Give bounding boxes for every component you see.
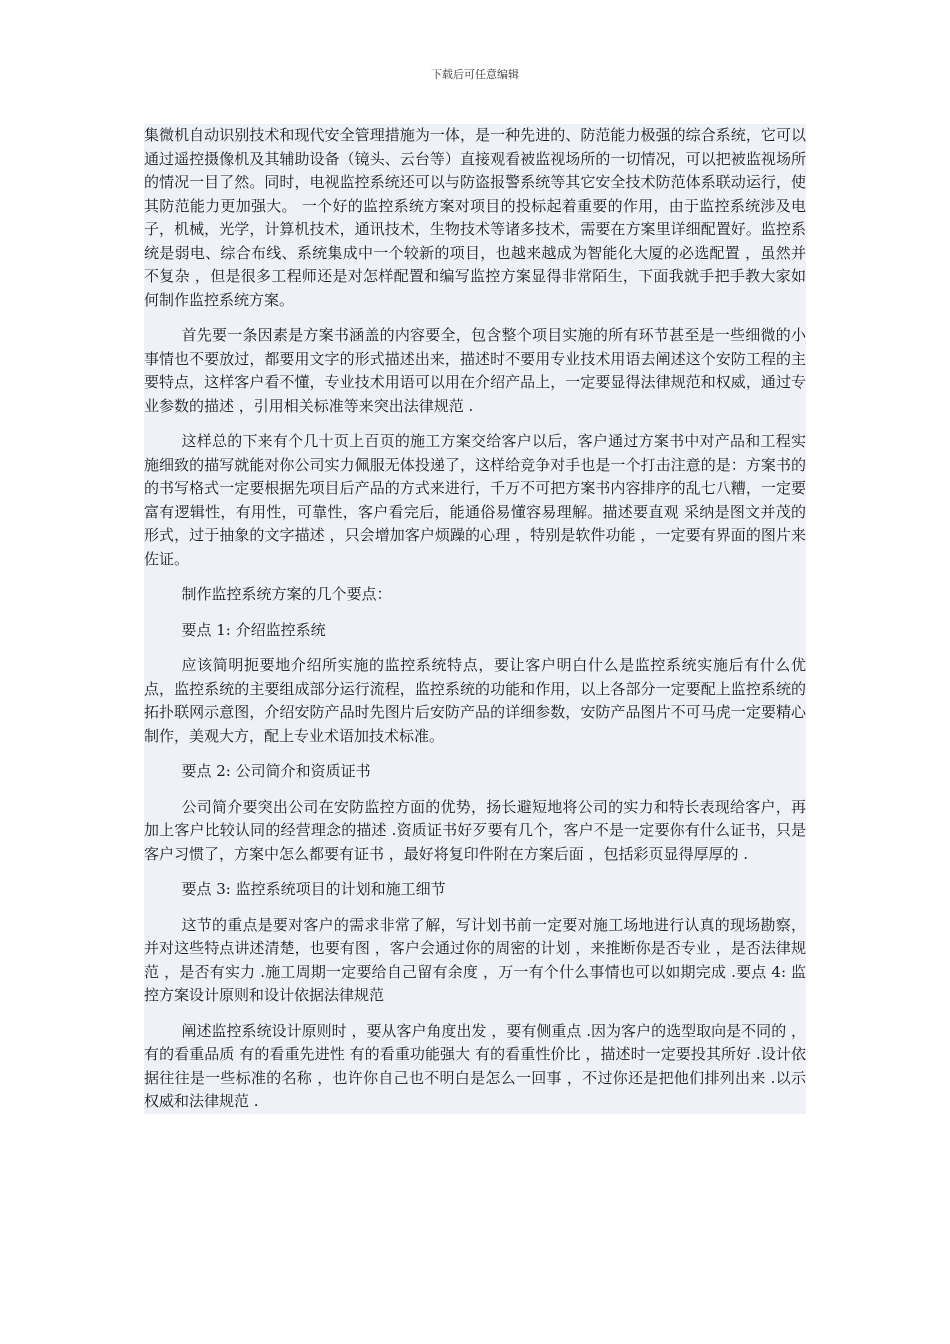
paragraph-intro: 集微机自动识别技术和现代安全管理措施为一体，是一种先进的、防范能力极强的综合系统，它可以通过遥控摄像机及其辅助设备（镜头、云台等）直接观看被监视场所的一切情况，可以把被监视场所的情况一目了然。同时，电视监控系统还可以与防盗报警系统等其它安全技术防范体系联动运行，使其防范能力更加强大。 一个好的监控系统方案对项目的投标起着重要的作用，由于监控系统涉及电子，机械，光学，计算机技术，通讯技术，生物技术等诸多技术，需要在方案里详细配置好。监控系统是弱电、综合布线、系统集成中一个较新的项目，也越来越成为智能化大厦的必选配置 ，虽然并不复杂 ，但是很多工程师还是对怎样配置和编写监控方案显得非常陌生，下面我就手把手教大家如何制作监控系统方案。 — [144, 126, 806, 309]
section-heading-key-points: 制作监控系统方案的几个要点： — [181, 585, 392, 603]
point-3-heading: 要点 3: 监控系统项目的计划和施工细节 — [181, 880, 446, 898]
point-3-body: 这节的重点是要对客户的需求非常了解，写计划书前一定要对施工场地进行认真的现场勘察，并对这些特点讲述清楚，也要有图 ，客户会通过你的周密的计划 ，来推断你是否专业 ，是否法律规范 ，是否有实力 .施工周期一定要给自己留有余度 ，万一有个什么事情也可以如期完成 .要点 4: 监控方案设计原则和设计依据法律规范 — [144, 915, 806, 1004]
point-2-heading: 要点 2: 公司简介和资质证书 — [181, 762, 371, 780]
point-1-heading: 要点 1: 介绍监控系统 — [181, 620, 326, 639]
document-body — [144, 124, 806, 1114]
paragraph-format: 这样总的下来有个几十页上百页的施工方案交给客户以后，客户通过方案书中对产品和工程实施细致的描写就能对你公司实力佩服无体投递了，这样给竞争对手也是一个打击注意的是：方案书的的书写格式一定要根据先项目后产品的方式来进行，千万不可把方案书内容排序的乱七八糟，一定要富有逻辑性，有用性，可靠性，客户看完后，能通俗易懂容易理解。描述要直观 采纳是图文并茂的形式，过于抽象的文字描述 ，只会增加客户烦躁的心理 ，特别是软件功能 ，一定要有界面的图片来佐证。 — [144, 432, 806, 568]
point-1-body: 应该简明扼要地介绍所实施的监控系统特点，要让客户明白什么是监控系统实施后有什么优点，监控系统的主要组成部分运行流程，监控系统的功能和作用，以上各部分一定要配上监控系统的拓扑联网示意图，介绍安防产品时先图片后安防产品的详细参数，安防产品图片不可马虎一定要精心制作，美观大方，配上专业术语加技术标准。 — [144, 656, 806, 745]
page-header: 下载后可任意编辑 — [431, 68, 519, 81]
point-2-body: 公司简介要突出公司在安防监控方面的优势，扬长避短地将公司的实力和特长表现给客户，再加上客户比较认同的经营理念的描述 .资质证书好歹要有几个，客户不是一定要你有什么证书，只是客户习惯了，方案中怎么都要有证书 ，最好将复印件附在方案后面 ，包括彩页显得厚厚的 . — [144, 797, 806, 863]
point-4-body: 阐述监控系统设计原则时 ，要从客户角度出发 ，要有侧重点 .因为客户的选型取向是不同的 ，有的看重品质 有的看重先进性 有的看重功能强大 有的看重性价比 ，描述时一定要投其所好 .设计依据往往是一些标准的名称 ，也许你自己也不明白是怎么一回事 ，不过你还是把他们排列出来 .以示权威和法律规范 . — [144, 1021, 806, 1110]
paragraph-completeness: 首先要一条因素是方案书涵盖的内容要全，包含整个项目实施的所有环节甚至是一些细微的小事情也不要放过，都要用文字的形式描述出来，描述时不要用专业技术用语去阐述这个安防工程的主要特点，这样客户看不懂，专业技术用语可以用在介绍产品上，一定要显得法律规范和权威，通过专业参数的描述 ，引用相关标准等来突出法律规范 . — [144, 326, 806, 415]
